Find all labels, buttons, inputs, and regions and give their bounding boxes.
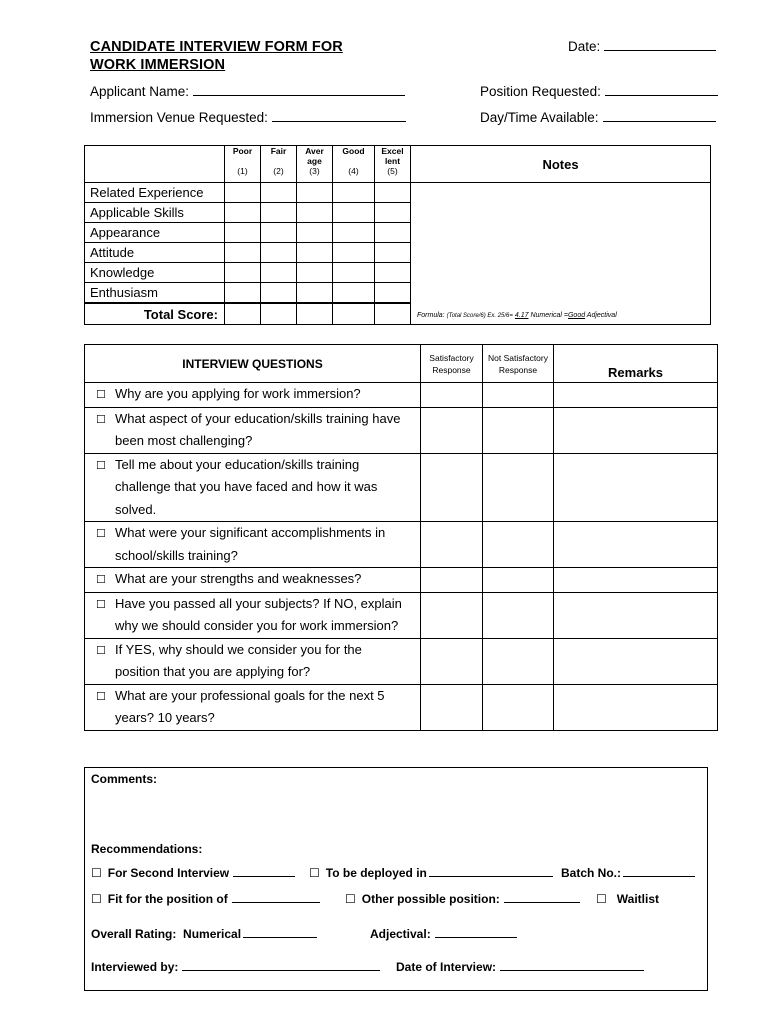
notes-area[interactable] xyxy=(411,183,711,325)
second-interview-option[interactable]: ☐ For Second Interview xyxy=(91,866,295,880)
checkbox-icon: ☐ xyxy=(309,866,320,880)
criterion-enthusiasm: Enthusiasm xyxy=(85,283,225,304)
satisfactory-cell[interactable] xyxy=(421,568,483,593)
position-requested-field[interactable] xyxy=(480,84,718,99)
remarks-header: Remarks xyxy=(554,345,718,383)
rating-cell[interactable] xyxy=(375,183,411,203)
criterion-attitude: Attitude xyxy=(85,243,225,263)
criterion-applicable-skills: Applicable Skills xyxy=(85,203,225,223)
criterion-related-experience: Related Experience xyxy=(85,183,225,203)
total-cell[interactable] xyxy=(375,303,411,324)
applicant-name-label: Applicant Name: xyxy=(90,84,190,99)
date-label: Date: xyxy=(568,39,601,54)
remarks-cell[interactable] xyxy=(554,592,718,638)
rating-cell[interactable] xyxy=(333,203,375,223)
rating-cell[interactable] xyxy=(375,283,411,304)
checkbox-icon: ☐ xyxy=(91,892,102,906)
rating-cell[interactable] xyxy=(225,223,261,243)
venue-label: Immersion Venue Requested: xyxy=(90,110,268,125)
satisfactory-cell[interactable] xyxy=(421,453,483,522)
checkbox-icon: ☐ xyxy=(596,892,607,906)
rating-cell[interactable] xyxy=(261,223,297,243)
remarks-cell[interactable] xyxy=(554,383,718,408)
not-satisfactory-cell[interactable] xyxy=(483,383,554,408)
not-satisfactory-cell[interactable] xyxy=(483,522,554,568)
not-satisfactory-cell[interactable] xyxy=(483,407,554,453)
checkbox-icon[interactable]: ☐ xyxy=(96,574,106,586)
date-field[interactable] xyxy=(568,39,716,54)
comments-area[interactable] xyxy=(91,790,701,838)
not-satisfactory-cell[interactable] xyxy=(483,638,554,684)
question-row: ☐ Have you passed all your subjects? If NO, explain why we should consider you for work immersion? xyxy=(85,592,421,638)
rating-cell[interactable] xyxy=(297,283,333,304)
other-position-option[interactable]: ☐ Other possible position: xyxy=(345,892,580,906)
overall-rating-field[interactable]: Overall Rating: Numerical xyxy=(91,927,317,941)
checkbox-icon[interactable]: ☐ xyxy=(96,389,106,401)
checkbox-icon: ☐ xyxy=(91,866,102,880)
question-row: ☐ What are your strengths and weaknesses? xyxy=(85,568,421,593)
rating-cell[interactable] xyxy=(375,203,411,223)
col-poor: Poor (1) xyxy=(225,146,261,183)
rating-cell[interactable] xyxy=(225,183,261,203)
total-cell[interactable] xyxy=(297,303,333,324)
deployed-option[interactable]: ☐ To be deployed in xyxy=(309,866,553,880)
rating-cell[interactable] xyxy=(297,243,333,263)
rating-cell[interactable] xyxy=(297,183,333,203)
not-satisfactory-header: Not Satisfactory Response xyxy=(483,345,554,383)
position-requested-label: Position Requested: xyxy=(480,84,601,99)
rating-cell[interactable] xyxy=(261,203,297,223)
notes-header: Notes xyxy=(411,146,711,183)
satisfactory-cell[interactable] xyxy=(421,592,483,638)
rating-table xyxy=(84,145,711,325)
not-satisfactory-cell[interactable] xyxy=(483,453,554,522)
not-satisfactory-cell[interactable] xyxy=(483,684,554,730)
satisfactory-cell[interactable] xyxy=(421,383,483,408)
rating-cell[interactable] xyxy=(261,183,297,203)
question-row: ☐ Tell me about your education/skills training challenge that you have faced and how it was solved. xyxy=(85,453,421,522)
applicant-name-field[interactable] xyxy=(90,84,405,99)
not-satisfactory-cell[interactable] xyxy=(483,568,554,593)
title-line-1: CANDIDATE INTERVIEW FORM FOR xyxy=(90,39,343,55)
comments-label: Comments: xyxy=(91,772,158,786)
question-row: ☐ What are your professional goals for the next 5 years? 10 years? xyxy=(85,684,421,730)
col-average: Aver age (3) xyxy=(297,146,333,183)
satisfactory-header: Satisfactory Response xyxy=(421,345,483,383)
satisfactory-cell[interactable] xyxy=(421,522,483,568)
venue-field[interactable] xyxy=(90,110,406,125)
title-line-2: WORK IMMERSION xyxy=(90,57,226,73)
remarks-cell[interactable] xyxy=(554,453,718,522)
rating-cell[interactable] xyxy=(261,263,297,283)
satisfactory-cell[interactable] xyxy=(421,684,483,730)
batch-field[interactable]: Batch No.: xyxy=(561,866,695,880)
total-cell[interactable] xyxy=(225,303,261,324)
rating-cell[interactable] xyxy=(375,263,411,283)
rating-cell[interactable] xyxy=(375,223,411,243)
rating-cell[interactable] xyxy=(261,243,297,263)
rating-cell[interactable] xyxy=(297,203,333,223)
rating-cell[interactable] xyxy=(225,203,261,223)
comments-recommendations-box xyxy=(84,767,708,991)
checkbox-icon[interactable]: ☐ xyxy=(96,413,106,426)
rating-cell[interactable] xyxy=(261,283,297,304)
daytime-field[interactable] xyxy=(480,110,716,125)
checkbox-icon[interactable]: ☐ xyxy=(96,598,106,611)
remarks-cell[interactable] xyxy=(554,684,718,730)
questions-table xyxy=(84,344,718,731)
formula-text: Formula: (Total Score/6) Ex. 25/6= 4.17 Numerical =Good Adjectival xyxy=(417,312,617,319)
rating-cell[interactable] xyxy=(333,243,375,263)
rating-cell[interactable] xyxy=(225,243,261,263)
waitlist-option[interactable]: ☐ Waitlist xyxy=(596,892,659,906)
interview-questions-header: INTERVIEW QUESTIONS xyxy=(85,345,421,383)
rating-cell[interactable] xyxy=(225,263,261,283)
question-row: ☐ If YES, why should we consider you for the position that you are applying for? xyxy=(85,638,421,684)
adjectival-field[interactable]: Adjectival: xyxy=(370,927,517,941)
rating-cell[interactable] xyxy=(333,223,375,243)
date-of-interview-field[interactable]: Date of Interview: xyxy=(396,960,644,974)
remarks-cell[interactable] xyxy=(554,638,718,684)
checkbox-icon: ☐ xyxy=(345,892,356,906)
total-cell[interactable] xyxy=(333,303,375,324)
total-cell[interactable] xyxy=(261,303,297,324)
daytime-label: Day/Time Available: xyxy=(480,110,599,125)
rating-cell[interactable] xyxy=(297,223,333,243)
criterion-appearance: Appearance xyxy=(85,223,225,243)
question-row: ☐ What were your significant accomplishments in school/skills training? xyxy=(85,522,421,568)
form-title xyxy=(90,38,343,74)
col-good: Good (4) xyxy=(333,146,375,183)
interviewed-by-field[interactable]: Interviewed by: xyxy=(91,960,380,974)
rating-cell[interactable] xyxy=(297,263,333,283)
rating-cell[interactable] xyxy=(375,243,411,263)
rating-cell[interactable] xyxy=(333,263,375,283)
checkbox-icon[interactable]: ☐ xyxy=(96,459,106,472)
question-row: ☐ What aspect of your education/skills training have been most challenging? xyxy=(85,407,421,453)
checkbox-icon[interactable]: ☐ xyxy=(96,528,106,540)
fit-option[interactable]: ☐ Fit for the position of xyxy=(91,892,320,906)
satisfactory-cell[interactable] xyxy=(421,407,483,453)
remarks-cell[interactable] xyxy=(554,407,718,453)
not-satisfactory-cell[interactable] xyxy=(483,592,554,638)
remarks-cell[interactable] xyxy=(554,522,718,568)
col-fair: Fair (2) xyxy=(261,146,297,183)
recommendations-label: Recommendations: xyxy=(91,842,203,856)
question-row: ☐ Why are you applying for work immersion? xyxy=(85,383,421,408)
rating-cell[interactable] xyxy=(225,283,261,304)
checkbox-icon[interactable]: ☐ xyxy=(96,690,106,703)
rating-cell[interactable] xyxy=(333,183,375,203)
total-score-label: Total Score: xyxy=(85,303,225,324)
remarks-cell[interactable] xyxy=(554,568,718,593)
satisfactory-cell[interactable] xyxy=(421,638,483,684)
criterion-knowledge: Knowledge xyxy=(85,263,225,283)
rating-cell[interactable] xyxy=(333,283,375,304)
checkbox-icon[interactable]: ☐ xyxy=(96,644,106,657)
rating-corner xyxy=(85,146,225,183)
col-excellent: Excel lent (5) xyxy=(375,146,411,183)
